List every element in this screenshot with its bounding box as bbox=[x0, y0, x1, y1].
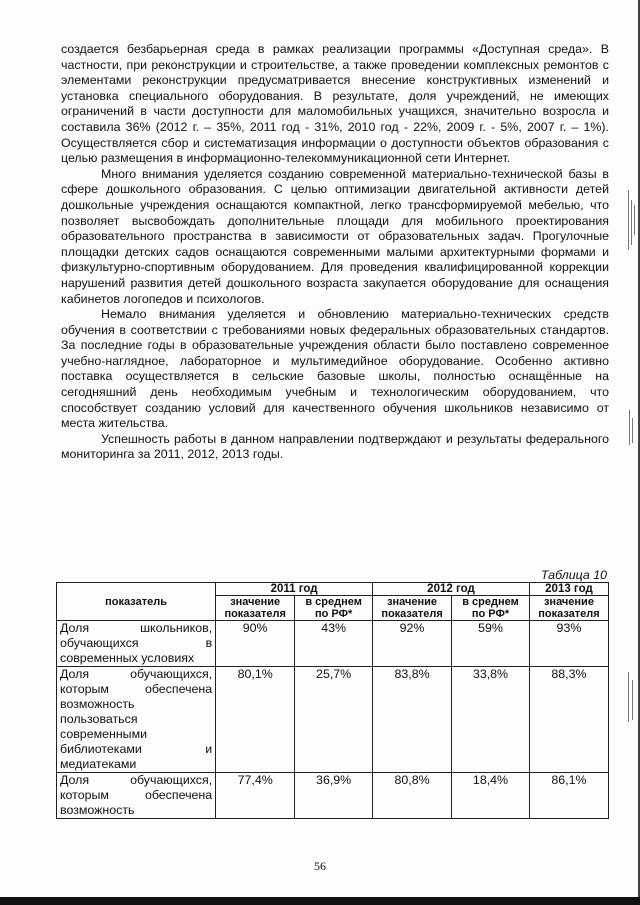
cell-value-2013: 88,3% bbox=[529, 667, 608, 773]
table-row bbox=[57, 621, 609, 667]
table-row bbox=[57, 773, 609, 819]
row-label bbox=[57, 667, 216, 773]
cell-rf-2011: 36,9% bbox=[295, 773, 373, 819]
cell-rf-2011: 25,7% bbox=[295, 667, 373, 773]
cell-value-2011: 80,1% bbox=[216, 667, 295, 773]
row-label-last: медиатеками bbox=[60, 757, 137, 771]
row-label-last: современных условиях bbox=[60, 651, 195, 665]
paragraph-3: Немало внимания уделяется и обновлению материально-технических средств обучения в соответствии с требованиями новых федеральных образовательных стандартов. За последние годы в образовательные учреждения области было поставлено современное учебно-наглядное, лабораторное и мультимедийное оборудование. Особенно активно поставка осуществляется в сельские базовые школы, полностью оснащённые на сегодняшний день необходимым учебным и технологическим оборудованием, что способствует созданию условий для качественного обучения школьников независимо от места жительства. bbox=[61, 307, 609, 431]
row-label bbox=[57, 621, 216, 667]
header-year-2013: 2013 год bbox=[529, 583, 608, 596]
row-label-last: возможность bbox=[60, 803, 135, 817]
header-value-2013: значение показателя bbox=[529, 596, 608, 621]
page-number: 56 bbox=[314, 859, 326, 873]
cell-rf-2012: 33,8% bbox=[452, 667, 530, 773]
scan-edge-marks bbox=[624, 0, 638, 905]
row-label-main: Доля школьников, обучающихся в bbox=[60, 621, 213, 650]
body-text bbox=[61, 42, 609, 463]
header-year-2012: 2012 год bbox=[373, 583, 530, 596]
cell-value-2011: 77,4% bbox=[216, 773, 295, 819]
table-header-row-years bbox=[57, 583, 609, 596]
paragraph-2: Много внимания уделяется созданию современной материально-технической базы в сфере дошкольного образования. С целью оптимизации двигательной активности детей дошкольные учреждения оснащаются компактной, легко трансформируемой мебелью, что позволяет высвобождать дополнительные площади для мобильного проектирования образовательного пространства в зависимости от образовательных задач. Прогулочные площадки детских садов оснащаются современными малыми архитектурными формами и физкультурно-спортивным оборудованием. Для проведения квалифицированной коррекции нарушений развития детей дошкольного возраста закупается оборудование для оснащения кабинетов логопедов и психологов. bbox=[61, 166, 609, 306]
scan-bottom-border bbox=[0, 897, 640, 905]
cell-value-2012: 92% bbox=[373, 621, 452, 667]
paragraph-1: создается безбарьерная среда в рамках реализации программы «Доступная среда». В частности, при реконструкции и строительстве, а также проведении комплексных ремонтов с элементами реконструкции предусматривается внесение конструктивных изменений и установка специального оборудования. В результате, доля учреждений, не имеющих ограничений в части доступности для маломобильных учащихся, значительно возросла и составила 36% (2012 г. – 35%, 2011 год - 31%, 2010 год - 22%, 2009 г. - 5%, 2007 г. – 1%). Осуществляется сбор и систематизация информации о доступности объектов образования с целью размещения в информационно-телекоммуникационной сети Интернет. bbox=[61, 42, 609, 166]
cell-value-2012: 83,8% bbox=[373, 667, 452, 773]
header-value-2012: значение показателя bbox=[373, 596, 452, 621]
header-year-2011: 2011 год bbox=[216, 583, 373, 596]
cell-rf-2012: 18,4% bbox=[452, 773, 530, 819]
cell-rf-2012: 59% bbox=[452, 621, 530, 667]
header-avg-rf-2011: в среднем по РФ* bbox=[295, 596, 373, 621]
cell-rf-2011: 43% bbox=[295, 621, 373, 667]
cell-value-2013: 93% bbox=[529, 621, 608, 667]
row-label bbox=[57, 773, 216, 819]
paragraph-4: Успешность работы в данном направлении подтверждают и результаты федерального мониторинга за 2011, 2012, 2013 годы. bbox=[61, 431, 609, 462]
cell-value-2011: 90% bbox=[216, 621, 295, 667]
table-caption: Таблица 10 bbox=[540, 568, 607, 582]
header-indicator: показатель bbox=[57, 583, 216, 621]
cell-value-2012: 80,8% bbox=[373, 773, 452, 819]
row-label-main: Доля обучающихся, которым обеспечена возможность пользоваться современными библиотеками и bbox=[60, 667, 213, 756]
header-value-2011: значение показателя bbox=[216, 596, 295, 621]
row-label-main: Доля обучающихся, которым обеспечена bbox=[60, 773, 213, 802]
header-avg-rf-2012: в среднем по РФ* bbox=[452, 596, 530, 621]
table-row bbox=[57, 667, 609, 773]
monitoring-table bbox=[56, 582, 609, 819]
cell-value-2013: 86,1% bbox=[529, 773, 608, 819]
